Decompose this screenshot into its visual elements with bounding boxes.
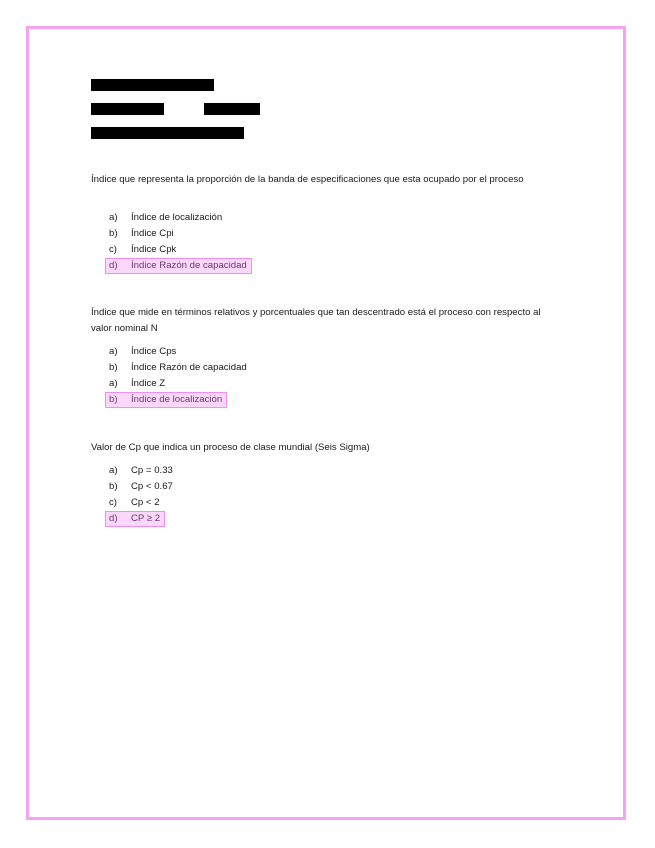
option-item (109, 479, 173, 495)
question-1-options (109, 210, 252, 274)
option-letter: a) (109, 465, 118, 476)
option-letter: b) (109, 228, 118, 239)
page-frame (26, 26, 626, 820)
highlighted-answer (105, 511, 165, 527)
option-text: Cp < 2 (131, 497, 160, 508)
option-text: Índice Z (131, 378, 166, 389)
option-item (109, 360, 247, 376)
option-text: CP ≥ 2 (131, 513, 161, 524)
question-2-text: Índice que mide en términos relativos y porcentuales que tan descentrado está el proceso con respecto al valor nominal N (91, 307, 541, 334)
option-letter: d) (109, 513, 118, 524)
option-letter: c) (109, 497, 117, 508)
question-3-text: Valor de Cp que indica un proceso de clase mundial (Seis Sigma) (91, 442, 370, 453)
option-item (109, 344, 247, 360)
highlighted-answer (105, 392, 227, 408)
option-text: Índice de localización (131, 394, 223, 405)
option-letter: a) (109, 346, 118, 357)
option-letter: d) (109, 260, 118, 271)
option-letter: b) (109, 362, 118, 373)
redacted-block (91, 103, 164, 115)
option-item (109, 226, 252, 242)
option-item (109, 376, 247, 392)
option-text: Índice Razón de capacidad (131, 260, 247, 271)
option-letter: a) (109, 212, 118, 223)
highlighted-answer (105, 258, 252, 274)
option-item (109, 210, 252, 226)
option-letter: b) (109, 481, 118, 492)
option-text: Índice Cps (131, 346, 177, 357)
redacted-block (91, 127, 244, 139)
option-text: Índice Razón de capacidad (131, 362, 247, 373)
option-letter: b) (109, 394, 118, 405)
option-text: Índice de localización (131, 212, 223, 223)
question-3-options (109, 463, 173, 527)
redacted-block (91, 79, 214, 91)
option-letter: a) (109, 378, 118, 389)
option-text: Cp = 0.33 (131, 465, 173, 476)
question-2-options (109, 344, 247, 408)
option-text: Cp < 0.67 (131, 481, 173, 492)
option-text: Índice Cpk (131, 244, 177, 255)
option-text: Índice Cpi (131, 228, 174, 239)
option-item (109, 463, 173, 479)
redacted-block (204, 103, 260, 115)
option-letter: c) (109, 244, 117, 255)
option-item (109, 242, 252, 258)
question-1-text: Índice que representa la proporción de la banda de especificaciones que esta ocupado por el proceso (91, 174, 524, 185)
option-item (109, 495, 173, 511)
